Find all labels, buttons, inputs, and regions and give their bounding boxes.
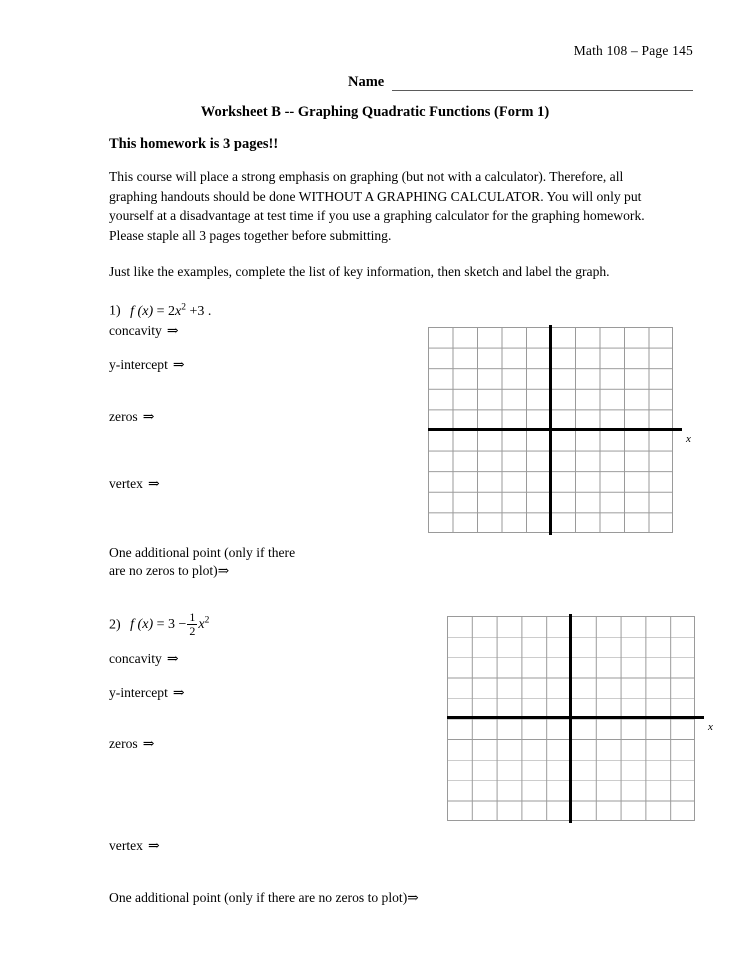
name-row — [348, 74, 693, 94]
problem-1-concavity — [109, 323, 179, 340]
problem-2-exponent: 2 — [204, 615, 210, 626]
graph-problem-2-y-axis — [569, 614, 572, 823]
problem-1-vertex-label: vertex — [109, 476, 143, 491]
problem-2-vertex-label: vertex — [109, 838, 143, 853]
problem-2-zeros-label: zeros — [109, 736, 138, 751]
problem-1-additional-point — [109, 544, 359, 580]
problem-2-vertex-arrow-icon: ⇒ — [147, 839, 160, 854]
problem-2-y-intercept-label: y-intercept — [109, 685, 168, 700]
problem-1-number: 1) — [109, 303, 121, 319]
problem-1-exponent: 2 — [181, 302, 186, 312]
problem-1-period: . — [207, 303, 212, 319]
problem-1-y-intercept-arrow-icon: ⇒ — [172, 358, 185, 373]
page-title: Worksheet B -- Graphing Quadratic Functions (Form 1) — [200, 104, 550, 120]
course-header: Math 108 – Page 145 — [573, 43, 693, 58]
problem-2-fraction-numerator: 1 — [189, 610, 196, 624]
problem-1-additional-point-line1: One additional point (only if there — [109, 545, 296, 560]
homework-note: This homework is 3 pages!! — [109, 136, 279, 152]
instruction-line: Just like the examples, complete the list of key information, then sketch and label the graph. — [109, 264, 610, 279]
problem-2-number: 2) — [109, 617, 121, 633]
problem-2-minus: − — [178, 617, 187, 633]
problem-1-variable: x — [175, 303, 182, 319]
problem-2-y-intercept — [109, 685, 185, 702]
problem-2-zeros-arrow-icon: ⇒ — [142, 737, 155, 752]
name-blank-line[interactable] — [392, 90, 693, 91]
problem-2-lhs: f (x) — [130, 617, 154, 633]
problem-2-zeros — [109, 736, 154, 753]
problem-1-additional-point-line2: are no zeros to plot) — [109, 563, 218, 578]
problem-2-equals: = — [156, 617, 165, 633]
problem-2-additional-point — [109, 889, 529, 907]
problem-1-y-intercept-label: y-intercept — [109, 357, 168, 372]
graph-problem-2-x-axis-label: x — [708, 721, 713, 733]
graph-problem-1-x-axis-label: x — [686, 433, 691, 445]
graph-problem-1[interactable] — [428, 327, 690, 537]
problem-1-y-intercept — [109, 357, 185, 374]
name-label: Name — [348, 74, 385, 90]
problem-1-zeros-label: zeros — [109, 409, 138, 424]
problem-2-vertex — [109, 838, 160, 855]
problem-1-additional-point-arrow-icon: ⇒ — [217, 563, 230, 578]
graph-problem-1-y-axis — [549, 325, 552, 535]
problem-1-concavity-label: concavity — [109, 323, 162, 338]
graph-problem-2[interactable] — [447, 616, 713, 824]
problem-1-vertex-arrow-icon: ⇒ — [147, 477, 160, 492]
problem-1-lhs: f (x) — [130, 303, 154, 319]
problem-2-concavity-label: concavity — [109, 651, 162, 666]
graph-problem-2-x-axis — [447, 716, 704, 719]
graph-problem-1-x-axis — [428, 428, 682, 431]
problem-1-vertex — [109, 476, 160, 493]
problem-1-zeros-arrow-icon: ⇒ — [142, 410, 155, 425]
problem-2-constant: 3 — [168, 617, 176, 633]
problem-2-additional-point-arrow-icon: ⇒ — [407, 890, 419, 905]
problem-2-concavity-arrow-icon: ⇒ — [166, 652, 179, 667]
problem-1-formula — [109, 302, 211, 320]
problem-1-plus: + — [189, 303, 198, 319]
problem-2-concavity — [109, 651, 179, 668]
problem-2-fraction — [187, 611, 197, 637]
problem-1-coefficient: 2 — [168, 303, 176, 319]
intro-paragraph: This course will place a strong emphasis on graphing (but not with a calculator). Therefore, all graphing handouts should be done WITHOUT A GRAPHING CALCULATOR. You will only put yourself at a disadvantage at test time if you use a graphing calculator for the graphing homework. Please staple all 3 pages together before submitting. — [109, 169, 645, 243]
problem-2-formula — [109, 612, 209, 638]
problem-1-zeros — [109, 409, 154, 426]
problem-2-variable: x — [198, 617, 205, 633]
problem-2-fraction-denominator: 2 — [189, 623, 196, 638]
problem-1-constant: 3 — [197, 303, 205, 319]
problem-2-additional-point-line1: One additional point (only if there are no zeros to plot) — [109, 890, 408, 905]
problem-2-y-intercept-arrow-icon: ⇒ — [172, 686, 185, 701]
problem-1-equals: = — [156, 303, 165, 319]
problem-1-concavity-arrow-icon: ⇒ — [166, 324, 179, 339]
